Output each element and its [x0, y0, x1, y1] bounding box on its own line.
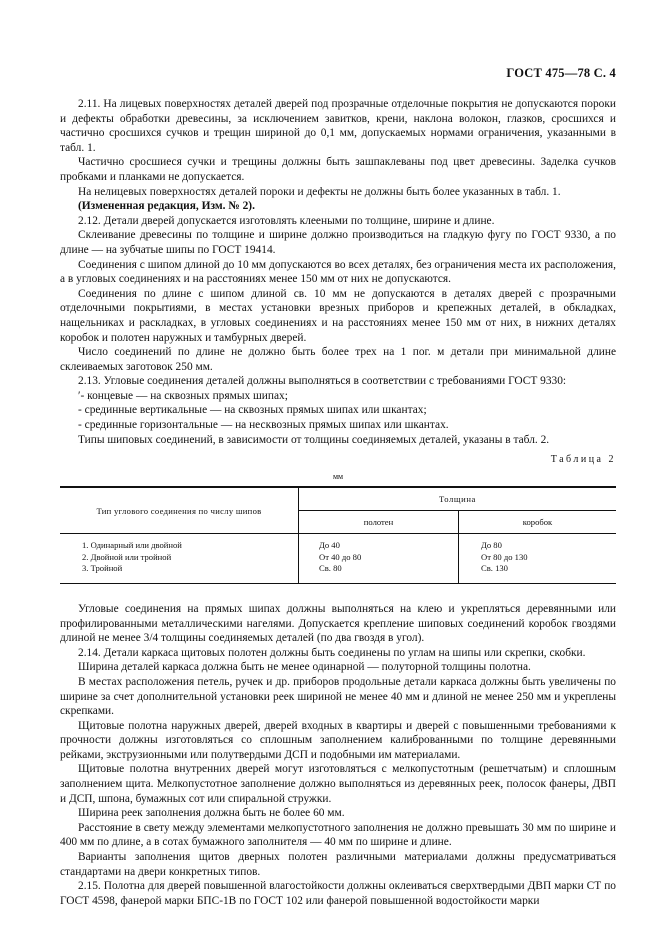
list-item: - срединные вертикальные — на сквозных прямых шипах или шкантах;: [78, 404, 427, 417]
table-intro: Типы шиповых соединений, в зависимости от толщины соединяемых деталей, указаны в табл. 2.: [78, 433, 550, 446]
types-cell: [60, 534, 299, 584]
paragraph: Частично сросшиеся сучки и трещины должны быть зашпаклеваны под цвет древесины. Заделка сучков пробками и планками не допускается.: [60, 156, 616, 183]
paragraph: 2.15. Полотна для дверей повышенной влагостойкости должны оклеиваться сверхтвердыми ДВП марки СТ по ГОСТ 4598, фанерой марки БПС-1В по ГОСТ 102 или фанерой повышенной водостойкости марки: [60, 880, 616, 907]
document-body: [60, 97, 616, 908]
paragraph: 2.12. Детали дверей допускается изготовлять клееными по толщине, ширине и длине.: [78, 214, 495, 227]
type-item: 3. Тройной: [82, 563, 123, 574]
paragraph: Соединения с шипом длиной до 10 мм допускаются во всех деталях, без ограничения места их расположения, а в угловых соединениях и на расстояниях менее 150 мм от них не допускаются.: [60, 258, 616, 286]
paragraph: Варианты заполнения щитов дверных полотен различными материалами должны предусматриваться стандартами на двери конкретных типов.: [60, 851, 616, 878]
table-unit: мм: [332, 471, 344, 481]
table-caption: Таблица 2: [550, 454, 616, 466]
header-joint-type: Тип углового соединения по числу шипов: [60, 487, 299, 534]
paragraph: 2.11. На лицевых поверхностях деталей дверей под прозрачные отделочные покрытия не допускаются пороки и дефекты обработки древесины, за исключением завитков, крени, наклона волокон, глазков, сросшихся и частично сросшихся сучков и трещин шириной до 0,1 мм, допускаемых нормами ограничения, указанными в табл. 1.: [60, 98, 616, 154]
type-item: 1. Одинарный или двойной: [82, 540, 182, 551]
paragraph: Ширина реек заполнения должна быть не более 60 мм.: [78, 807, 345, 820]
paragraph: Щитовые полотна внутренних дверей могут изготовляться с мелкопустотным (решетчатым) и сплошным заполнением щита. Мелкопустотное заполнение должно выполняться из деревянных реек, полосок фанеры, ДВП и ДСП, шпона, бумажных сот или спиральной стружки.: [60, 763, 616, 805]
paragraph: Ширина деталей каркаса должна быть не менее одинарной — полуторной толщины полотна.: [78, 661, 531, 674]
boxes-cell: [459, 534, 617, 584]
leaves-cell: [299, 534, 459, 584]
joint-types-table: [60, 486, 616, 584]
paragraph: Щитовые полотна наружных дверей, дверей входных в квартиры и дверей с повышенными требованиями к прочности должны изготовляться со сплошным заполнением калиброванными по толщине деревянными рейками, экструзионными или полутвердыми ДСП и подобными им материалами.: [60, 719, 616, 761]
paragraph: Угловые соединения на прямых шипах должны выполняться на клею и укрепляться деревянными или профилированными металлическими нагелями. Допускается крепление шиповых соединений коробок гвоздями длиной не менее 3/4 толщины соединяемых деталей (по два гвоздя в угол).: [60, 602, 616, 645]
table-row: [60, 534, 616, 584]
header-thickness: Толщина: [299, 487, 617, 511]
header-boxes: коробок: [459, 511, 617, 534]
edition-note: [60, 199, 616, 214]
list-item: ′- концевые — на сквозных прямых шипах;: [78, 389, 288, 402]
page-header: ГОСТ 475—78 С. 4: [506, 66, 616, 80]
paragraph: Расстояние в свету между элементами мелкопустотного заполнения не должно превышать 30 мм по ширине и 400 мм по длине, а в сотах бумажного заполнителя — 40 мм по ширине и длине.: [60, 821, 616, 849]
edition-note-text: (Измененная редакция, Изм. № 2).: [78, 200, 255, 213]
boxes-value: До 80: [481, 540, 502, 551]
type-item: 2. Двойной или тройной: [82, 551, 172, 562]
paragraph: 2.13. Угловые соединения деталей должны выполняться в соответствии с требованиями ГОСТ 9330:: [78, 375, 567, 388]
leaves-value: От 40 до 80: [319, 551, 362, 562]
paragraph: На нелицевых поверхностях деталей пороки и дефекты не должны быть более указанных в табл. 1.: [78, 185, 561, 198]
paragraph: В местах расположения петель, ручек и др. приборов продольные детали каркаса должны быть увеличены по ширине за счет дополнительной установки реек шириной не менее 40 мм и длиной не менее 250 мм и укреплены скрепками.: [60, 675, 616, 718]
list-item: - срединные горизонтальные — на несквозных прямых шипах или шкантах.: [78, 419, 449, 432]
header-leaves: полотен: [299, 511, 459, 534]
paragraph: Склеивание древесины по толщине и ширине должно производиться на гладкую фугу по ГОСТ 9330, а по длине — на зубчатые шипы по ГОСТ 19414.: [60, 229, 616, 256]
boxes-value: Св. 130: [481, 563, 508, 574]
paragraph: Число соединений по длине не должно быть более трех на 1 пог. м детали при минимальной длине склеиваемых заготовок 250 мм.: [60, 346, 616, 373]
boxes-value: От 80 до 130: [481, 551, 528, 562]
leaves-value: Св. 80: [319, 563, 342, 574]
leaves-value: До 40: [319, 540, 340, 551]
paragraph: Соединения по длине с шипом длиной св. 10 мм не допускаются в деталях дверей с прозрачными отделочными покрытиями, в местах установки врезных приборов и крепежных деталей, в обкладках, нащельниках и раскладках, в угловых соединениях и на расстояниях менее 150 мм от них, в нижних деталях коробок и полотен наружных и тамбурных дверей.: [60, 287, 616, 344]
paragraph: 2.14. Детали каркаса щитовых полотен должны быть соединены по углам на шипы или скрепки, скобки.: [78, 646, 586, 659]
